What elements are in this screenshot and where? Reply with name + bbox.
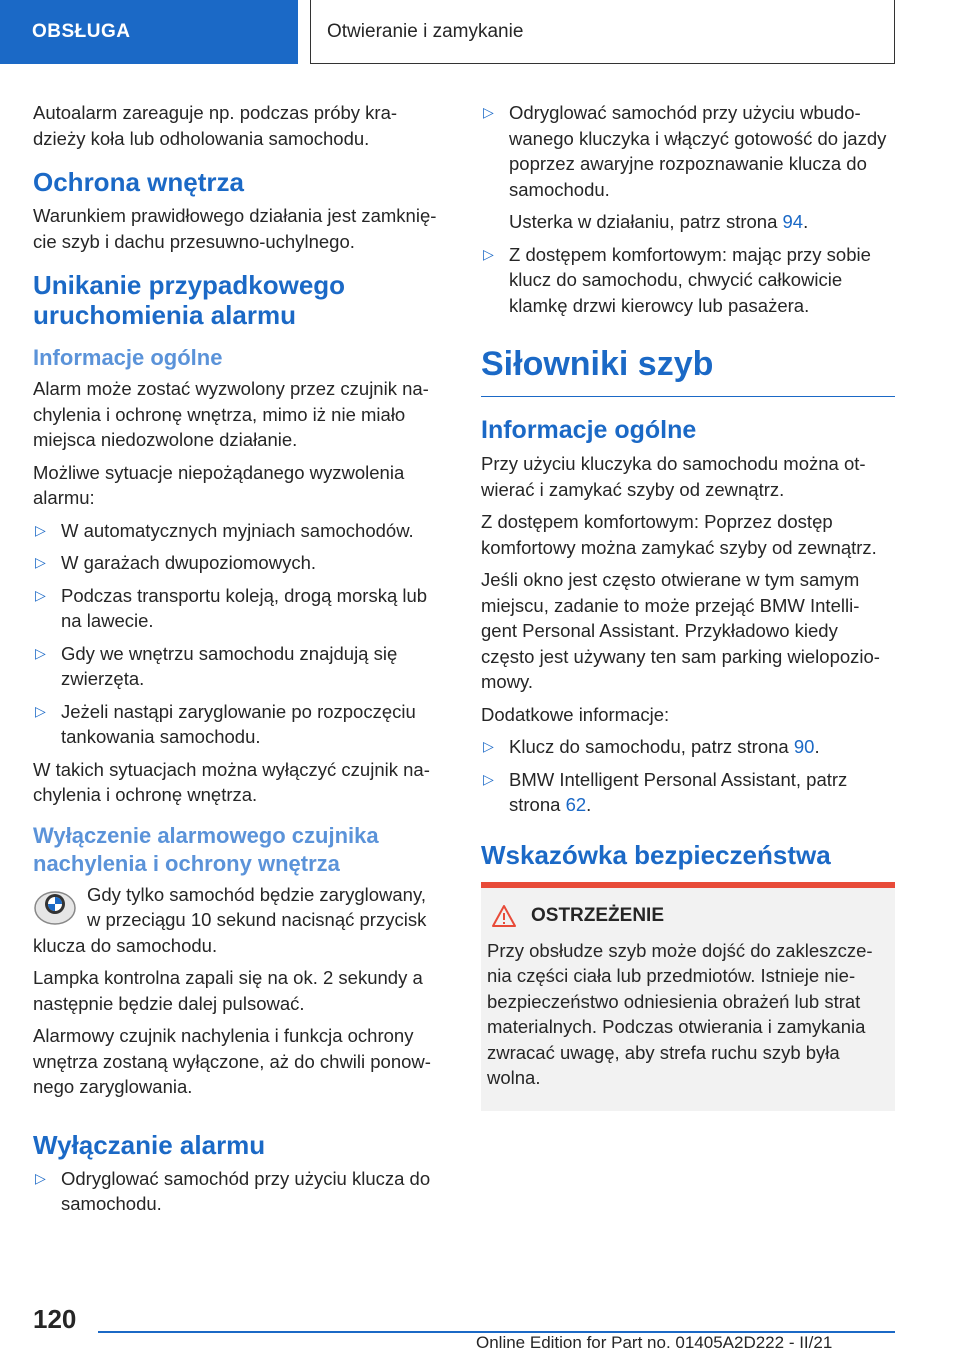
heading-wylaczenie: Wyłączenie alarmowego czujnika nachylenia i ochrony wnętrza	[33, 822, 379, 876]
list-item: ▷ Podczas transportu koleją, drogą morską lub na lawecie.	[35, 584, 428, 631]
triangle-bullet-icon: ▷	[35, 521, 46, 538]
bullet-list	[481, 734, 895, 818]
paragraph: Dodatkowe informacje:	[481, 703, 670, 725]
triangle-bullet-icon: ▷	[483, 738, 494, 754]
paragraph: Lampka kontrolna zapali się na ok. 2 sekundy a następnie będzie dalej pulsować.	[33, 967, 423, 1014]
triangle-bullet-icon: ▷	[35, 702, 46, 719]
paragraph: Z dostępem komfortowym: Poprzez dostęp komfortowy można zamykać szyby od zewnątrz.	[481, 511, 877, 558]
page-link[interactable]: 90	[793, 736, 815, 757]
warning-title: OSTRZEŻENIE	[531, 904, 665, 926]
page-number: 120	[33, 1304, 77, 1334]
bmw-key-icon	[33, 886, 77, 926]
list-item: ▷ Jeżeli nastąpi zaryglowanie po rozpoczęciu tankowania samochodu.	[35, 700, 416, 747]
heading-info: Informacje ogólne	[33, 345, 223, 370]
triangle-bullet-icon: ▷	[483, 104, 494, 120]
warning-triangle-icon	[491, 904, 517, 928]
left-column	[33, 100, 443, 1224]
triangle-bullet-icon: ▷	[35, 1169, 46, 1186]
heading-unikanie: Unikanie przypadkowego uruchomienia alarmu	[33, 270, 346, 330]
section-tab	[0, 0, 298, 64]
list-item: ▷ Klucz do samochodu, patrz strona 90.	[481, 734, 895, 760]
triangle-bullet-icon: ▷	[35, 644, 46, 661]
bullet-list	[481, 242, 895, 319]
paragraph: Warunkiem prawidłowego działania jest zamknię-cie szyb i dachu przesuwno-uchylnego.	[33, 205, 437, 252]
heading-wylaczanie: Wyłączanie alarmu	[33, 1129, 266, 1160]
list-item: ▷ Odryglować samochód przy użyciu wbudo-wanego kluczyka i włączyć gotowość do jazdy poprzez awaryjne rozpoznawanie klucza do samochodu.	[483, 102, 887, 200]
paragraph: Możliwe sytuacje niepożądanego wyzwolenia alarmu:	[33, 461, 405, 508]
heading-safety: Wskazówka bezpieczeństwa	[481, 839, 831, 870]
bullet-list	[33, 518, 443, 750]
warning-box	[481, 882, 895, 1111]
paragraph: W takich sytuacjach można wyłączyć czujnik na-chylenia i ochronę wnętrza.	[33, 758, 430, 805]
triangle-bullet-icon: ▷	[35, 586, 46, 603]
paragraph: Gdy tylko samochód będzie zaryglowany, w przeciągu 10 sekund nacisnąć przycisk klucza do samochodu.	[33, 883, 427, 956]
heading-silowniki: Siłowniki szyb	[481, 344, 895, 397]
page-link[interactable]: 94	[782, 211, 804, 232]
edition-text: Online Edition for Part no. 01405A2D222 - II/21	[476, 1333, 833, 1352]
list-item: ▷ Odryglować samochód przy użyciu klucza do samochodu.	[35, 1167, 431, 1214]
triangle-bullet-icon: ▷	[35, 554, 46, 570]
paragraph: Usterka w działaniu, patrz strona 94.	[509, 211, 809, 232]
key-instruction	[33, 882, 443, 966]
paragraph: Autoalarm zareaguje np. podczas próby kra-dzieży koła lub odholowania samochodu.	[33, 102, 398, 149]
chapter-title	[310, 0, 895, 64]
list-item: ▷ BMW Intelligent Personal Assistant, patrz strona 62.	[483, 768, 848, 815]
section-label: OBSŁUGA	[32, 21, 131, 42]
list-item: ▷ W garażach dwupoziomowych.	[33, 550, 443, 576]
paragraph: Jeśli okno jest często otwierane w tym samym miejscu, zadanie to może przejąć BMW Intelli-gent Personal Assistant. Przykładowo kiedy często jest używany ten sam parking wielopozio-mowy.	[481, 569, 880, 692]
page-link[interactable]: 62	[565, 794, 587, 815]
paragraph: Alarmowy czujnik nachylenia i funkcja ochrony wnętrza zostaną wyłączone, aż do chwili ponow-nego zaryglowania.	[33, 1025, 431, 1097]
paragraph: Przy użyciu kluczyka do samochodu można ot-wierać i zamykać szyby od zewnątrz.	[481, 453, 866, 500]
list-item: ▷ W automatycznych myjniach samochodów.	[33, 518, 443, 544]
paragraph: Alarm może zostać wyzwolony przez czujnik na-chylenia i ochronę wnętrza, mimo iż nie miało miejsca niedozwolone działanie.	[33, 378, 429, 450]
chapter-title-text: Otwieranie i zamykanie	[327, 20, 524, 42]
warning-text: Przy obsłudze szyb może dojść do zakleszcze-nia części ciała lub przedmiotów. Istnieje nie-bezpieczeństwo odniesienia obrażeń lub strat materialnych. Podczas otwierania i zamykania zwracać uwagę, aby strefa ruchu szyb była wolna.	[487, 939, 873, 1088]
triangle-bullet-icon: ▷	[483, 245, 494, 262]
list-item: ▷ Z dostępem komfortowym: mając przy sobie klucz do samochodu, chwycić całkowicie klamkę drzwi kierowcy lub pasażera.	[483, 243, 871, 316]
triangle-bullet-icon: ▷	[483, 770, 494, 787]
list-item: ▷ Gdy we wnętrzu samochodu znajdują się zwierzęta.	[35, 642, 398, 689]
bullet-list	[33, 1166, 443, 1217]
right-column	[481, 100, 895, 1111]
heading-info: Informacje ogólne	[481, 416, 697, 444]
warning-header	[487, 904, 889, 928]
bullet-list	[481, 100, 895, 202]
heading-ochrona: Ochrona wnętrza	[33, 167, 244, 197]
